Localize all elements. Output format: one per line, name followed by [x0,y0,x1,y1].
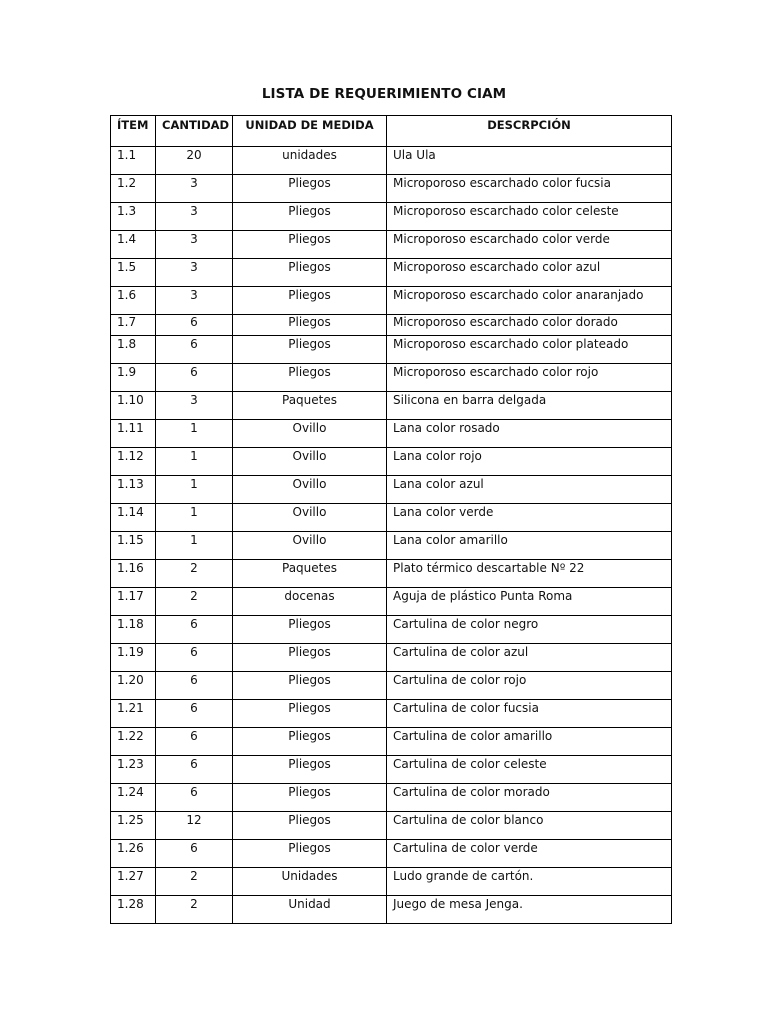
cell-item: 1.3 [111,203,156,231]
cell-item: 1.4 [111,231,156,259]
header-unit: UNIDAD DE MEDIDA [233,116,387,147]
cell-quantity: 3 [156,259,233,287]
cell-quantity: 1 [156,504,233,532]
cell-description: Lana color azul [387,476,672,504]
cell-quantity: 12 [156,812,233,840]
cell-quantity: 3 [156,203,233,231]
cell-unit: Pliegos [233,287,387,315]
cell-item: 1.21 [111,700,156,728]
table-row [111,420,672,448]
cell-unit: Pliegos [233,812,387,840]
page-title: LISTA DE REQUERIMIENTO CIAM [261,86,507,102]
cell-item: 1.27 [111,868,156,896]
cell-quantity: 1 [156,448,233,476]
cell-description: Microporoso escarchado color verde [387,231,672,259]
table-row [111,336,672,364]
cell-item: 1.7 [111,315,156,336]
cell-unit: Pliegos [233,231,387,259]
cell-unit: Pliegos [233,259,387,287]
cell-item: 1.12 [111,448,156,476]
cell-item: 1.14 [111,504,156,532]
cell-item: 1.26 [111,840,156,868]
cell-quantity: 1 [156,476,233,504]
cell-description: Cartulina de color verde [387,840,672,868]
cell-unit: Pliegos [233,756,387,784]
cell-item: 1.24 [111,784,156,812]
cell-unit: Pliegos [233,315,387,336]
cell-item: 1.6 [111,287,156,315]
cell-item: 1.10 [111,392,156,420]
table-row [111,448,672,476]
table-row [111,175,672,203]
cell-unit: Pliegos [233,672,387,700]
cell-description: Cartulina de color morado [387,784,672,812]
cell-unit: Ovillo [233,448,387,476]
cell-description: Cartulina de color celeste [387,756,672,784]
table-row [111,560,672,588]
table-row [111,672,672,700]
cell-unit: Ovillo [233,532,387,560]
header-item: ÍTEM [111,116,156,147]
cell-description: Microporoso escarchado color celeste [387,203,672,231]
cell-quantity: 6 [156,672,233,700]
cell-unit: Pliegos [233,700,387,728]
cell-quantity: 6 [156,728,233,756]
cell-unit: Paquetes [233,392,387,420]
cell-quantity: 6 [156,784,233,812]
cell-item: 1.11 [111,420,156,448]
cell-description: Lana color amarillo [387,532,672,560]
cell-description: Microporoso escarchado color rojo [387,364,672,392]
table-row [111,147,672,175]
table-row [111,315,672,336]
cell-quantity: 2 [156,868,233,896]
cell-description: Cartulina de color amarillo [387,728,672,756]
cell-description: Microporoso escarchado color dorado [387,315,672,336]
cell-item: 1.8 [111,336,156,364]
cell-description: Cartulina de color rojo [387,672,672,700]
table-row [111,231,672,259]
cell-description: Cartulina de color azul [387,644,672,672]
cell-description: Ula Ula [387,147,672,175]
cell-item: 1.18 [111,616,156,644]
cell-unit: Pliegos [233,728,387,756]
cell-unit: docenas [233,588,387,616]
cell-quantity: 2 [156,896,233,924]
cell-item: 1.19 [111,644,156,672]
table-row [111,868,672,896]
table-body [111,147,672,924]
cell-description: Cartulina de color negro [387,616,672,644]
cell-unit: Ovillo [233,476,387,504]
cell-item: 1.13 [111,476,156,504]
cell-quantity: 6 [156,644,233,672]
cell-unit: Pliegos [233,784,387,812]
cell-quantity: 6 [156,364,233,392]
table-row [111,504,672,532]
cell-quantity: 3 [156,231,233,259]
cell-description: Lana color verde [387,504,672,532]
cell-item: 1.9 [111,364,156,392]
cell-description: Lana color rojo [387,448,672,476]
cell-description: Cartulina de color fucsia [387,700,672,728]
table-row [111,812,672,840]
cell-item: 1.5 [111,259,156,287]
cell-item: 1.22 [111,728,156,756]
cell-item: 1.20 [111,672,156,700]
table-row [111,644,672,672]
cell-quantity: 1 [156,532,233,560]
cell-quantity: 1 [156,420,233,448]
cell-quantity: 20 [156,147,233,175]
table-row [111,896,672,924]
cell-quantity: 3 [156,392,233,420]
cell-quantity: 6 [156,700,233,728]
table-row [111,203,672,231]
cell-quantity: 6 [156,315,233,336]
cell-description: Microporoso escarchado color fucsia [387,175,672,203]
cell-unit: Unidad [233,896,387,924]
cell-unit: Pliegos [233,840,387,868]
header-description: DESCRPCIÓN [387,116,672,147]
cell-unit: Pliegos [233,203,387,231]
table-row [111,728,672,756]
header-quantity: CANTIDAD [156,116,233,147]
cell-unit: unidades [233,147,387,175]
requirements-table [110,115,672,924]
cell-quantity: 3 [156,175,233,203]
table-row [111,784,672,812]
table-row [111,840,672,868]
cell-unit: Pliegos [233,644,387,672]
cell-quantity: 6 [156,616,233,644]
cell-description: Lana color rosado [387,420,672,448]
table-row [111,476,672,504]
cell-description: Plato térmico descartable Nº 22 [387,560,672,588]
cell-description: Aguja de plástico Punta Roma [387,588,672,616]
cell-item: 1.25 [111,812,156,840]
cell-quantity: 6 [156,336,233,364]
table-row [111,532,672,560]
cell-description: Silicona en barra delgada [387,392,672,420]
cell-unit: Pliegos [233,336,387,364]
cell-item: 1.15 [111,532,156,560]
cell-item: 1.2 [111,175,156,203]
cell-description: Cartulina de color blanco [387,812,672,840]
table-header-row [111,116,672,147]
cell-unit: Pliegos [233,616,387,644]
table-row [111,756,672,784]
cell-unit: Pliegos [233,175,387,203]
table-row [111,616,672,644]
cell-unit: Ovillo [233,504,387,532]
table-row [111,588,672,616]
cell-quantity: 2 [156,588,233,616]
table-row [111,287,672,315]
cell-description: Microporoso escarchado color anaranjado [387,287,672,315]
cell-unit: Pliegos [233,364,387,392]
cell-unit: Unidades [233,868,387,896]
cell-quantity: 6 [156,756,233,784]
cell-description: Ludo grande de cartón. [387,868,672,896]
cell-item: 1.28 [111,896,156,924]
cell-unit: Paquetes [233,560,387,588]
cell-item: 1.17 [111,588,156,616]
table-row [111,700,672,728]
cell-item: 1.1 [111,147,156,175]
cell-quantity: 6 [156,840,233,868]
cell-quantity: 3 [156,287,233,315]
table-row [111,364,672,392]
cell-item: 1.23 [111,756,156,784]
cell-unit: Ovillo [233,420,387,448]
cell-description: Microporoso escarchado color azul [387,259,672,287]
cell-description: Microporoso escarchado color plateado [387,336,672,364]
cell-quantity: 2 [156,560,233,588]
table-row [111,392,672,420]
table-row [111,259,672,287]
cell-description: Juego de mesa Jenga. [387,896,672,924]
cell-item: 1.16 [111,560,156,588]
